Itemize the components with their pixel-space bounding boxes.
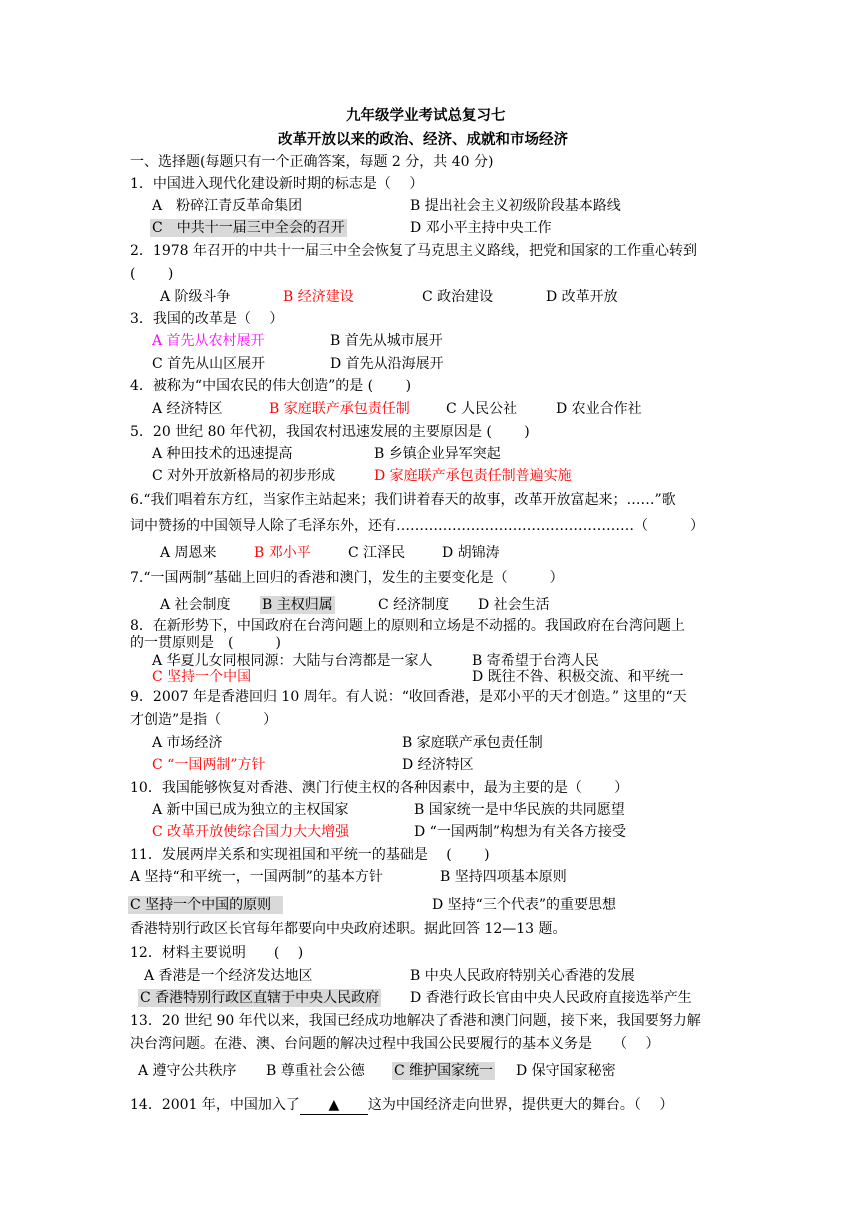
q7-option-b: B 主权归属: [262, 597, 333, 613]
q13-stem: 13．20 世纪 90 年代以来，我国已经成功地解决了香港和澳门问题，接下来，我国要努力解: [130, 1013, 701, 1029]
q7-option-d: D 社会生活: [478, 597, 550, 613]
q14-line: [130, 1096, 673, 1115]
q5-option-a: A 种田技术的迅速提高: [152, 446, 293, 462]
q10-option-b: B 国家统一是中华民族的共同愿望: [414, 802, 625, 818]
q14-stem: 14．2001 年，中国加入了: [130, 1097, 300, 1113]
q8-stem: 8．在新形势下，中国政府在台湾问题上的原则和立场是不动摇的。我国政府在台湾问题上: [130, 618, 685, 634]
q9-stem-line2: 才创造”是指（ ）: [130, 712, 278, 728]
q3-stem: 3．我国的改革是（ ）: [130, 311, 284, 327]
q12-option-c: C 香港特别行政区直辖于中央人民政府: [140, 990, 380, 1006]
q3-option-d: D 首先从沿海展开: [330, 356, 444, 372]
q10-option-a: A 新中国已成为独立的主权国家: [152, 802, 349, 818]
exam-title: 九年级学业考试总复习七: [346, 107, 506, 124]
q4-stem: 4．被称为“中国农民的伟大创造”的是 ( ): [130, 378, 412, 394]
q2-option-d: D 改革开放: [546, 289, 618, 305]
q6-option-d: D 胡锦涛: [442, 545, 500, 561]
q8-option-d: D 既往不咎、积极交流、和平统一: [472, 669, 684, 685]
q4-option-d: D 农业合作社: [556, 401, 642, 417]
q2-paren: ( ): [130, 266, 174, 282]
q2-stem: 2．1978 年召开的中共十一届三中全会恢复了马克思主义路线，把党和国家的工作重心转到: [130, 243, 697, 259]
q12-option-b: B 中央人民政府特别关心香港的发展: [410, 968, 635, 984]
q14-stem-end: 这为中国经济走向世界，提供更大的舞台。（ ）: [367, 1097, 674, 1113]
q12-stem: 12．材料主要说明 ( ): [130, 945, 304, 961]
q13-option-a: A 遵守公共秩序: [138, 1063, 237, 1079]
q12-option-d: D 香港行政长官由中央人民政府直接选举产生: [410, 990, 692, 1006]
q4-option-a: A 经济特区: [152, 401, 223, 417]
q5-option-b: B 乡镇企业异军突起: [374, 446, 501, 462]
q13-stem-line2: 决台湾问题。在港、澳、台问题的解决过程中我国公民要履行的基本义务是 （ ）: [130, 1036, 660, 1052]
q1-stem: 1．中国进入现代化建设新时期的标志是（ ）: [130, 176, 424, 192]
q3-option-c: C 首先从山区展开: [152, 356, 266, 372]
q9-stem: 9．2007 年是香港回归 10 周年。有人说：“收回香港，是邓小平的天才创造。” 这里的“天: [130, 689, 687, 705]
q1-option-a: A 粉碎江青反革命集团: [152, 198, 303, 214]
q9-option-c: C “一国两制”方针: [152, 757, 266, 773]
q3-option-b: B 首先从城市展开: [330, 333, 443, 349]
q1-option-c: C 中共十一届三中全会的召开: [152, 220, 345, 236]
q6-option-c: C 江泽民: [348, 545, 406, 561]
q7-stem: 7.“一国两制”基础上回归的香港和澳门，发生的主要变化是（ ）: [130, 570, 564, 586]
q10-option-d: D “一国两制”构想为有关各方接受: [414, 824, 626, 840]
q8-stem-line2: 的一贯原则是 ( ): [130, 635, 281, 651]
q1-option-b: B 提出社会主义初级阶段基本路线: [410, 198, 621, 214]
material-text: 香港特别行政区长官每年都要向中央政府述职。据此回答 12—13 题。: [130, 921, 567, 937]
q11-option-b: B 坚持四项基本原则: [440, 869, 567, 885]
q8-option-b: B 寄希望于台湾人民: [472, 653, 599, 669]
q6-stem-line2: 词中赞扬的中国领导人除了毛泽东外，还有……………………………………………（ ）: [130, 518, 704, 534]
q10-stem: 10．我国能够恢复对香港、澳门行使主权的各种因素中，最为主要的是（ ）: [130, 780, 629, 796]
q3-option-a: A 首先从农村展开: [152, 333, 265, 349]
q12-option-a: A 香港是一个经济发达地区: [144, 968, 313, 984]
q13-option-b: B 尊重社会公德: [266, 1063, 365, 1079]
q5-stem: 5．20 世纪 80 年代初，我国农村迅速发展的主要原因是 ( ): [130, 424, 530, 440]
q2-option-c: C 政治建设: [422, 289, 494, 305]
section-heading: 一、选择题(每题只有一个正确答案，每题 2 分，共 40 分): [130, 154, 494, 170]
q8-option-c: C 坚持一个中国: [152, 669, 252, 685]
q4-option-b: B 家庭联产承包责任制: [269, 401, 410, 417]
q13-option-d: D 保守国家秘密: [516, 1063, 616, 1079]
q2-option-b: B 经济建设: [283, 289, 354, 305]
q9-option-a: A 市场经济: [152, 735, 223, 751]
q7-option-c: C 经济制度: [378, 597, 450, 613]
q5-option-c: C 对外开放新格局的初步形成: [152, 468, 336, 484]
q13-option-c: C 维护国家统一: [394, 1063, 494, 1079]
q11-option-d: D 坚持“三个代表”的重要思想: [432, 897, 616, 913]
q9-option-d: D 经济特区: [402, 757, 474, 773]
q9-option-b: B 家庭联产承包责任制: [402, 735, 543, 751]
q11-option-c: C 坚持一个中国的原则: [128, 896, 283, 914]
q5-option-d: D 家庭联产承包责任制普遍实施: [374, 468, 572, 484]
q11-stem: 11．发展两岸关系和实现祖国和平统一的基础是 ( ): [130, 847, 490, 863]
q6-stem: 6.“我们唱着东方红，当家作主站起来；我们讲着春天的故事，改革开放富起来；……”歌: [130, 492, 676, 508]
q7-option-a: A 社会制度: [160, 597, 231, 613]
q8-option-a: A 华夏儿女同根同源：大陆与台湾都是一家人: [152, 653, 433, 669]
exam-subtitle: 改革开放以来的政治、经济、成就和市场经济: [278, 131, 568, 148]
q2-option-a: A 阶级斗争: [160, 289, 231, 305]
q10-option-c: C 改革开放使综合国力大大增强: [152, 824, 350, 840]
q1-option-d: D 邓小平主持中央工作: [410, 220, 552, 236]
q6-option-b: B 邓小平: [254, 545, 311, 561]
q14-blank: ▲: [300, 1096, 368, 1115]
q6-option-a: A 周恩来: [160, 545, 217, 561]
q4-option-c: C 人民公社: [446, 401, 518, 417]
q11-option-a: A 坚持“和平统一，一国两制”的基本方针: [130, 869, 383, 885]
